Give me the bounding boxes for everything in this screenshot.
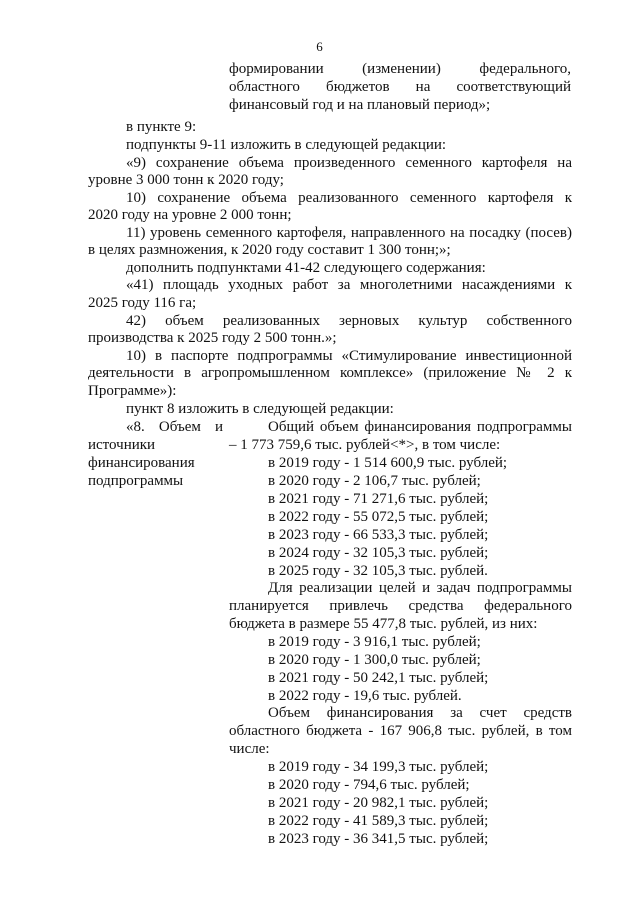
table-cell-text: в 2025 году - 32 105,3 тыс. рублей. xyxy=(268,563,488,579)
table-cell-text: в 2022 году - 55 072,5 тыс. рублей; xyxy=(268,509,489,525)
text-line: «41) площадь уходных работ за многолетними насаждениями к xyxy=(126,277,572,293)
text-line: финансовый год и на плановый период»; xyxy=(229,97,491,113)
table-cell-label: подпрограммы xyxy=(88,473,184,489)
text-line: 2025 году 116 га; xyxy=(88,295,197,311)
table-cell-text: в 2020 году - 794,6 тыс. рублей; xyxy=(268,777,470,793)
text-line: 11) уровень семенного картофеля, направленного на посадку (посев) xyxy=(126,225,572,241)
table-cell-text: областного бюджета - 167 906,8 тыс. рублей, в том xyxy=(229,723,572,739)
table-cell-text: в 2024 году - 32 105,3 тыс. рублей; xyxy=(268,545,489,561)
table-cell-text: в 2019 году - 1 514 600,9 тыс. рублей; xyxy=(268,455,508,471)
table-cell-text: планируется привлечь средства федерального xyxy=(229,598,572,614)
table-cell-text: бюджета в размере 55 477,8 тыс. рублей, из них: xyxy=(229,616,538,632)
text-line: подпункты 9-11 изложить в следующей редакции: xyxy=(126,137,447,153)
text-line: производства к 2025 году 2 500 тонн.»; xyxy=(88,330,337,346)
text-line: в целях размножения, к 2020 году составит 1 300 тонн;»; xyxy=(88,242,451,258)
text-line: уровне 3 000 тонн к 2020 году; xyxy=(88,172,284,188)
text-line: 2020 году на уровне 2 000 тонн; xyxy=(88,207,292,223)
table-cell-text: в 2022 году - 19,6 тыс. рублей. xyxy=(268,688,462,704)
page-number: 6 xyxy=(316,39,323,54)
table-cell-text: числе: xyxy=(229,741,270,757)
text-line: в пункте 9: xyxy=(126,119,197,135)
text-line: 42) объем реализованных зерновых культур собственного xyxy=(126,313,572,329)
table-cell-text: Общий объем финансирования подпрограммы xyxy=(268,419,572,435)
text-line: 10) сохранение объема реализованного семенного картофеля к xyxy=(126,190,572,206)
text-line: деятельности в агропромышленном комплексе» (приложение № 2 к xyxy=(88,365,572,381)
table-cell-text: в 2019 году - 34 199,3 тыс. рублей; xyxy=(268,759,489,775)
table-cell-label: источники xyxy=(88,437,156,453)
table-cell-text: в 2020 году - 2 106,7 тыс. рублей; xyxy=(268,473,481,489)
table-cell-text: Для реализации целей и задач подпрограммы xyxy=(268,580,572,596)
table-cell-text: в 2019 году - 3 916,1 тыс. рублей; xyxy=(268,634,481,650)
table-cell-text: в 2021 году - 71 271,6 тыс. рублей; xyxy=(268,491,489,507)
text-line: Программе»): xyxy=(88,383,177,399)
table-cell-text: в 2022 году - 41 589,3 тыс. рублей; xyxy=(268,813,489,829)
table-cell-label: финансирования xyxy=(88,455,195,471)
table-cell-text: в 2021 году - 20 982,1 тыс. рублей; xyxy=(268,795,489,811)
table-cell-text: в 2021 году - 50 242,1 тыс. рублей; xyxy=(268,670,489,686)
table-cell-text: в 2020 году - 1 300,0 тыс. рублей; xyxy=(268,652,481,668)
text-line: дополнить подпунктами 41-42 следующего содержания: xyxy=(126,260,486,276)
text-line: формировании (изменении) федерального, xyxy=(229,61,571,77)
table-cell-text: в 2023 году - 36 341,5 тыс. рублей; xyxy=(268,831,489,847)
table-cell-label: «8. Объем и xyxy=(126,419,223,435)
text-line: 10) в паспорте подпрограммы «Стимулирование инвестиционной xyxy=(126,348,572,364)
text-line: областного бюджетов на соответствующий xyxy=(229,79,571,95)
text-line: «9) сохранение объема произведенного семенного картофеля на xyxy=(126,155,572,171)
table-cell-text: – 1 773 759,6 тыс. рублей<*>, в том числе: xyxy=(229,437,501,453)
table-cell-text: Объем финансирования за счет средств xyxy=(268,705,572,721)
table-cell-text: в 2023 году - 66 533,3 тыс. рублей; xyxy=(268,527,489,543)
text-line: пункт 8 изложить в следующей редакции: xyxy=(126,401,394,417)
